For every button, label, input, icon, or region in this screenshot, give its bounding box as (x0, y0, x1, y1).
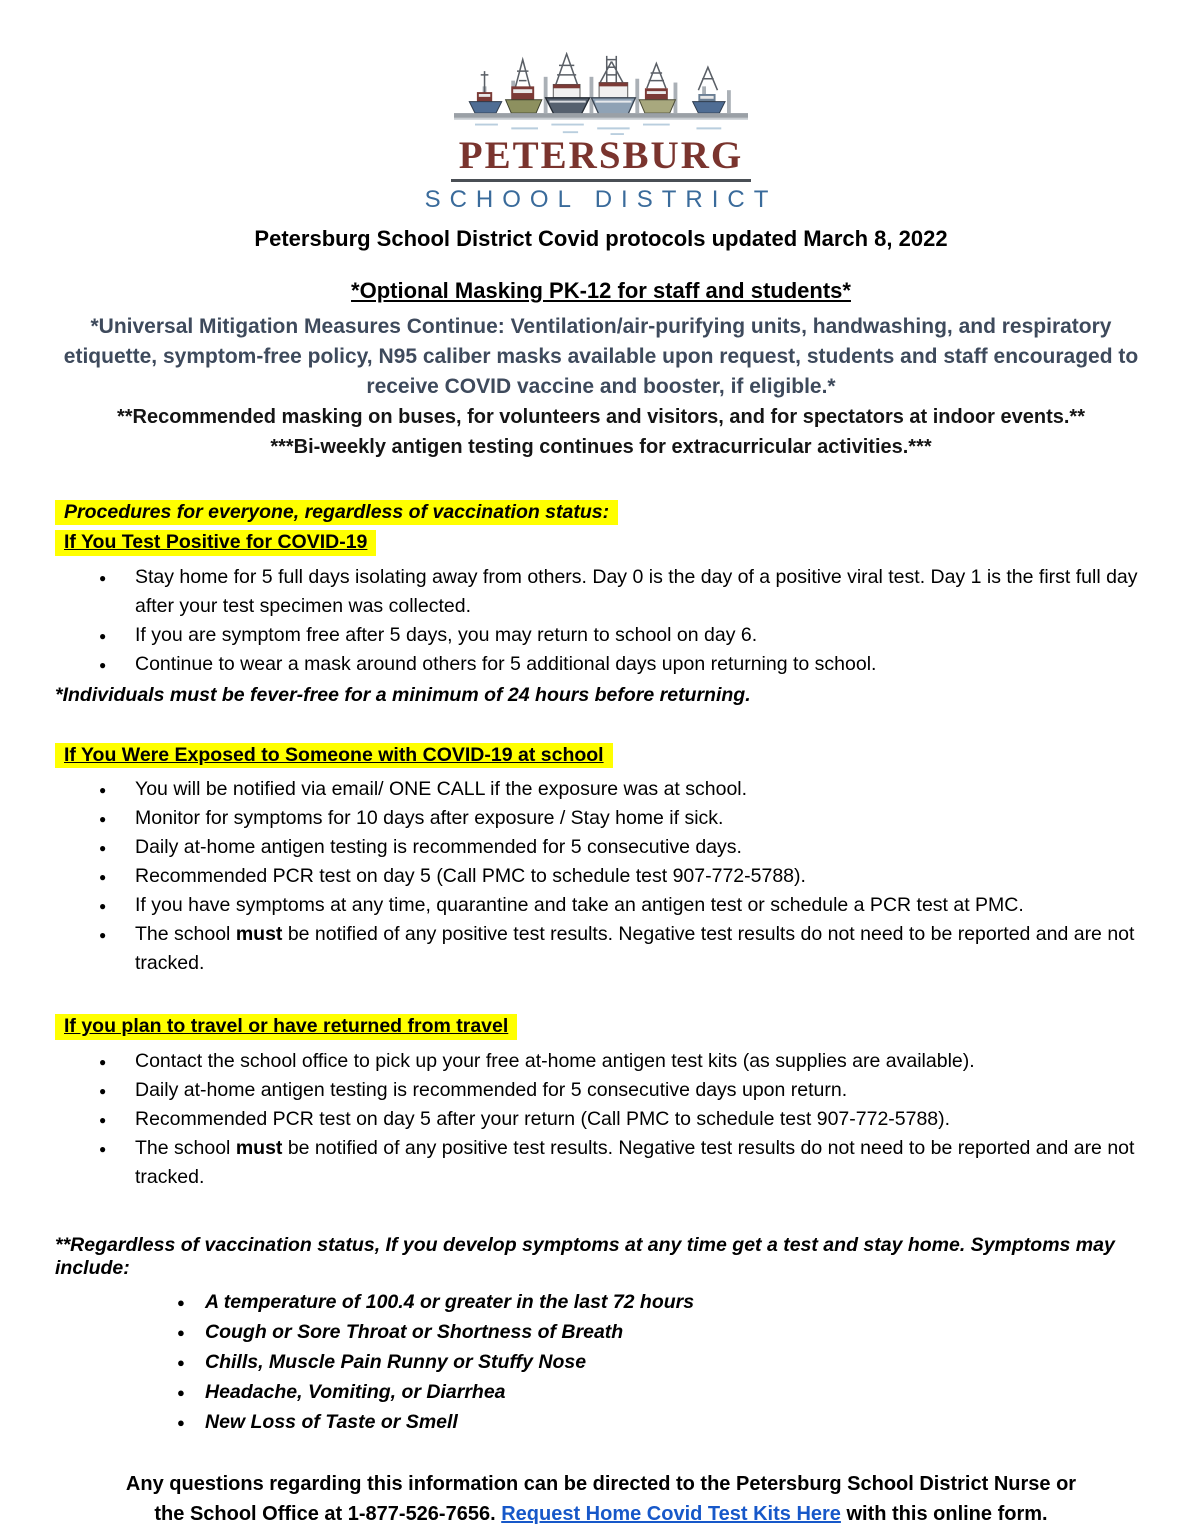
list-item: ● Contact the school office to pick up your free at-home antigen test kits (as supplies are available). (55, 1047, 1147, 1076)
section-travel-heading-row (55, 1014, 1147, 1040)
list-item: ● If you are symptom free after 5 days, you may return to school on day 6. (55, 621, 1147, 650)
procedures-heading: Procedures for everyone, regardless of vaccination status: (55, 500, 618, 526)
list-item: ● Headache, Vomiting, or Diarrhea (55, 1377, 1147, 1407)
list-item: ● Recommended PCR test on day 5 (Call PMC to schedule test 907-772-5788). (55, 862, 1147, 891)
list-item: ● A temperature of 100.4 or greater in the last 72 hours (55, 1287, 1147, 1317)
list-item: ● Recommended PCR test on day 5 after your return (Call PMC to schedule test 907-772-5788). (55, 1105, 1147, 1134)
section-exposed-heading-row (55, 743, 1147, 769)
request-test-kits-link[interactable]: Request Home Covid Test Kits Here (501, 1502, 841, 1525)
list-item-text: be notified of any positive test results. Negative test results do not need to be reported and are not tracked. (135, 923, 1135, 975)
list-item-text: be notified of any positive test results. Negative test results do not need to be reported and are not tracked. (135, 1136, 1135, 1188)
list-item (55, 1134, 1147, 1192)
biweekly-testing-line: ***Bi-weekly antigen testing continues for extracurricular activities.*** (270, 435, 932, 458)
page-title: Petersburg School District Covid protocols updated March 8, 2022 (254, 225, 948, 251)
logo-district-subtitle: SCHOOL DISTRICT (424, 185, 778, 213)
list-item (55, 920, 1147, 978)
list-item: ● Chills, Muscle Pain Runny or Stuffy Nose (55, 1347, 1147, 1377)
symptoms-intro: **Regardless of vaccination status, If you develop symptoms at any time get a test and stay home. Symptoms may include: (55, 1233, 1115, 1279)
recommended-masking-line: **Recommended masking on buses, for volunteers and visitors, and for spectators at indoor events.** (116, 405, 1086, 428)
symptoms-bullet-list (55, 1287, 1147, 1437)
travel-bullet-list (55, 1047, 1147, 1192)
list-item: ● If you have symptoms at any time, quarantine and take an antigen test or schedule a PCR test at PMC. (55, 891, 1147, 920)
fever-free-note: *Individuals must be fever-free for a minimum of 24 hours before returning. (55, 683, 751, 706)
list-item: ● Stay home for 5 full days isolating away from others. Day 0 is the day of a positive viral test. Day 1 is the first full day after your test specimen was collected. (55, 563, 1147, 621)
list-item: ● Cough or Sore Throat or Shortness of Breath (55, 1317, 1147, 1347)
procedures-heading-row (55, 500, 1147, 526)
list-item-text-bold: must (235, 1136, 283, 1159)
footer-text-post: with this online form. (840, 1502, 1048, 1525)
list-item: ● Daily at-home antigen testing is recommended for 5 consecutive days upon return. (55, 1076, 1147, 1105)
list-item: ● Daily at-home antigen testing is recommended for 5 consecutive days. (55, 833, 1147, 862)
list-item-text: The school (135, 1136, 236, 1159)
section-travel-heading: If you plan to travel or have returned from travel (55, 1014, 517, 1040)
optional-masking-heading: *Optional Masking PK-12 for staff and students* (351, 277, 851, 303)
section-test-positive-heading-row (55, 530, 1147, 556)
footer-text-pre: Any questions regarding this information can be directed to the Petersburg School District Nurse or the School Office at 1-877-526-7656. (125, 1472, 1077, 1525)
district-logo (55, 52, 1147, 214)
section-exposed-heading: If You Were Exposed to Someone with COVID-19 at school (55, 743, 613, 769)
logo-district-name: PETERSBURG (451, 136, 751, 182)
list-item-text-bold: must (235, 923, 283, 946)
footer-contact-paragraph (116, 1469, 1086, 1526)
universal-mitigation-paragraph: *Universal Mitigation Measures Continue: Ventilation/air-purifying units, handwashing, and respiratory etiquette, symptom-free policy, N95 caliber masks available upon request, students and staff encouraged to receive COVID vaccine and booster, if eligible.* (63, 314, 1139, 398)
test-positive-bullet-list (55, 563, 1147, 679)
section-test-positive-heading: If You Test Positive for COVID-19 (55, 530, 376, 556)
list-item: ● New Loss of Taste or Smell (55, 1407, 1147, 1437)
list-item: ● You will be notified via email/ ONE CALL if the exposure was at school. (55, 775, 1147, 804)
list-item-text: The school (135, 923, 236, 946)
list-item: ● Monitor for symptoms for 10 days after exposure / Stay home if sick. (55, 804, 1147, 833)
fishing-boats-logo-icon (445, 52, 757, 136)
list-item: ● Continue to wear a mask around others for 5 additional days upon returning to school. (55, 650, 1147, 679)
exposed-bullet-list (55, 775, 1147, 978)
